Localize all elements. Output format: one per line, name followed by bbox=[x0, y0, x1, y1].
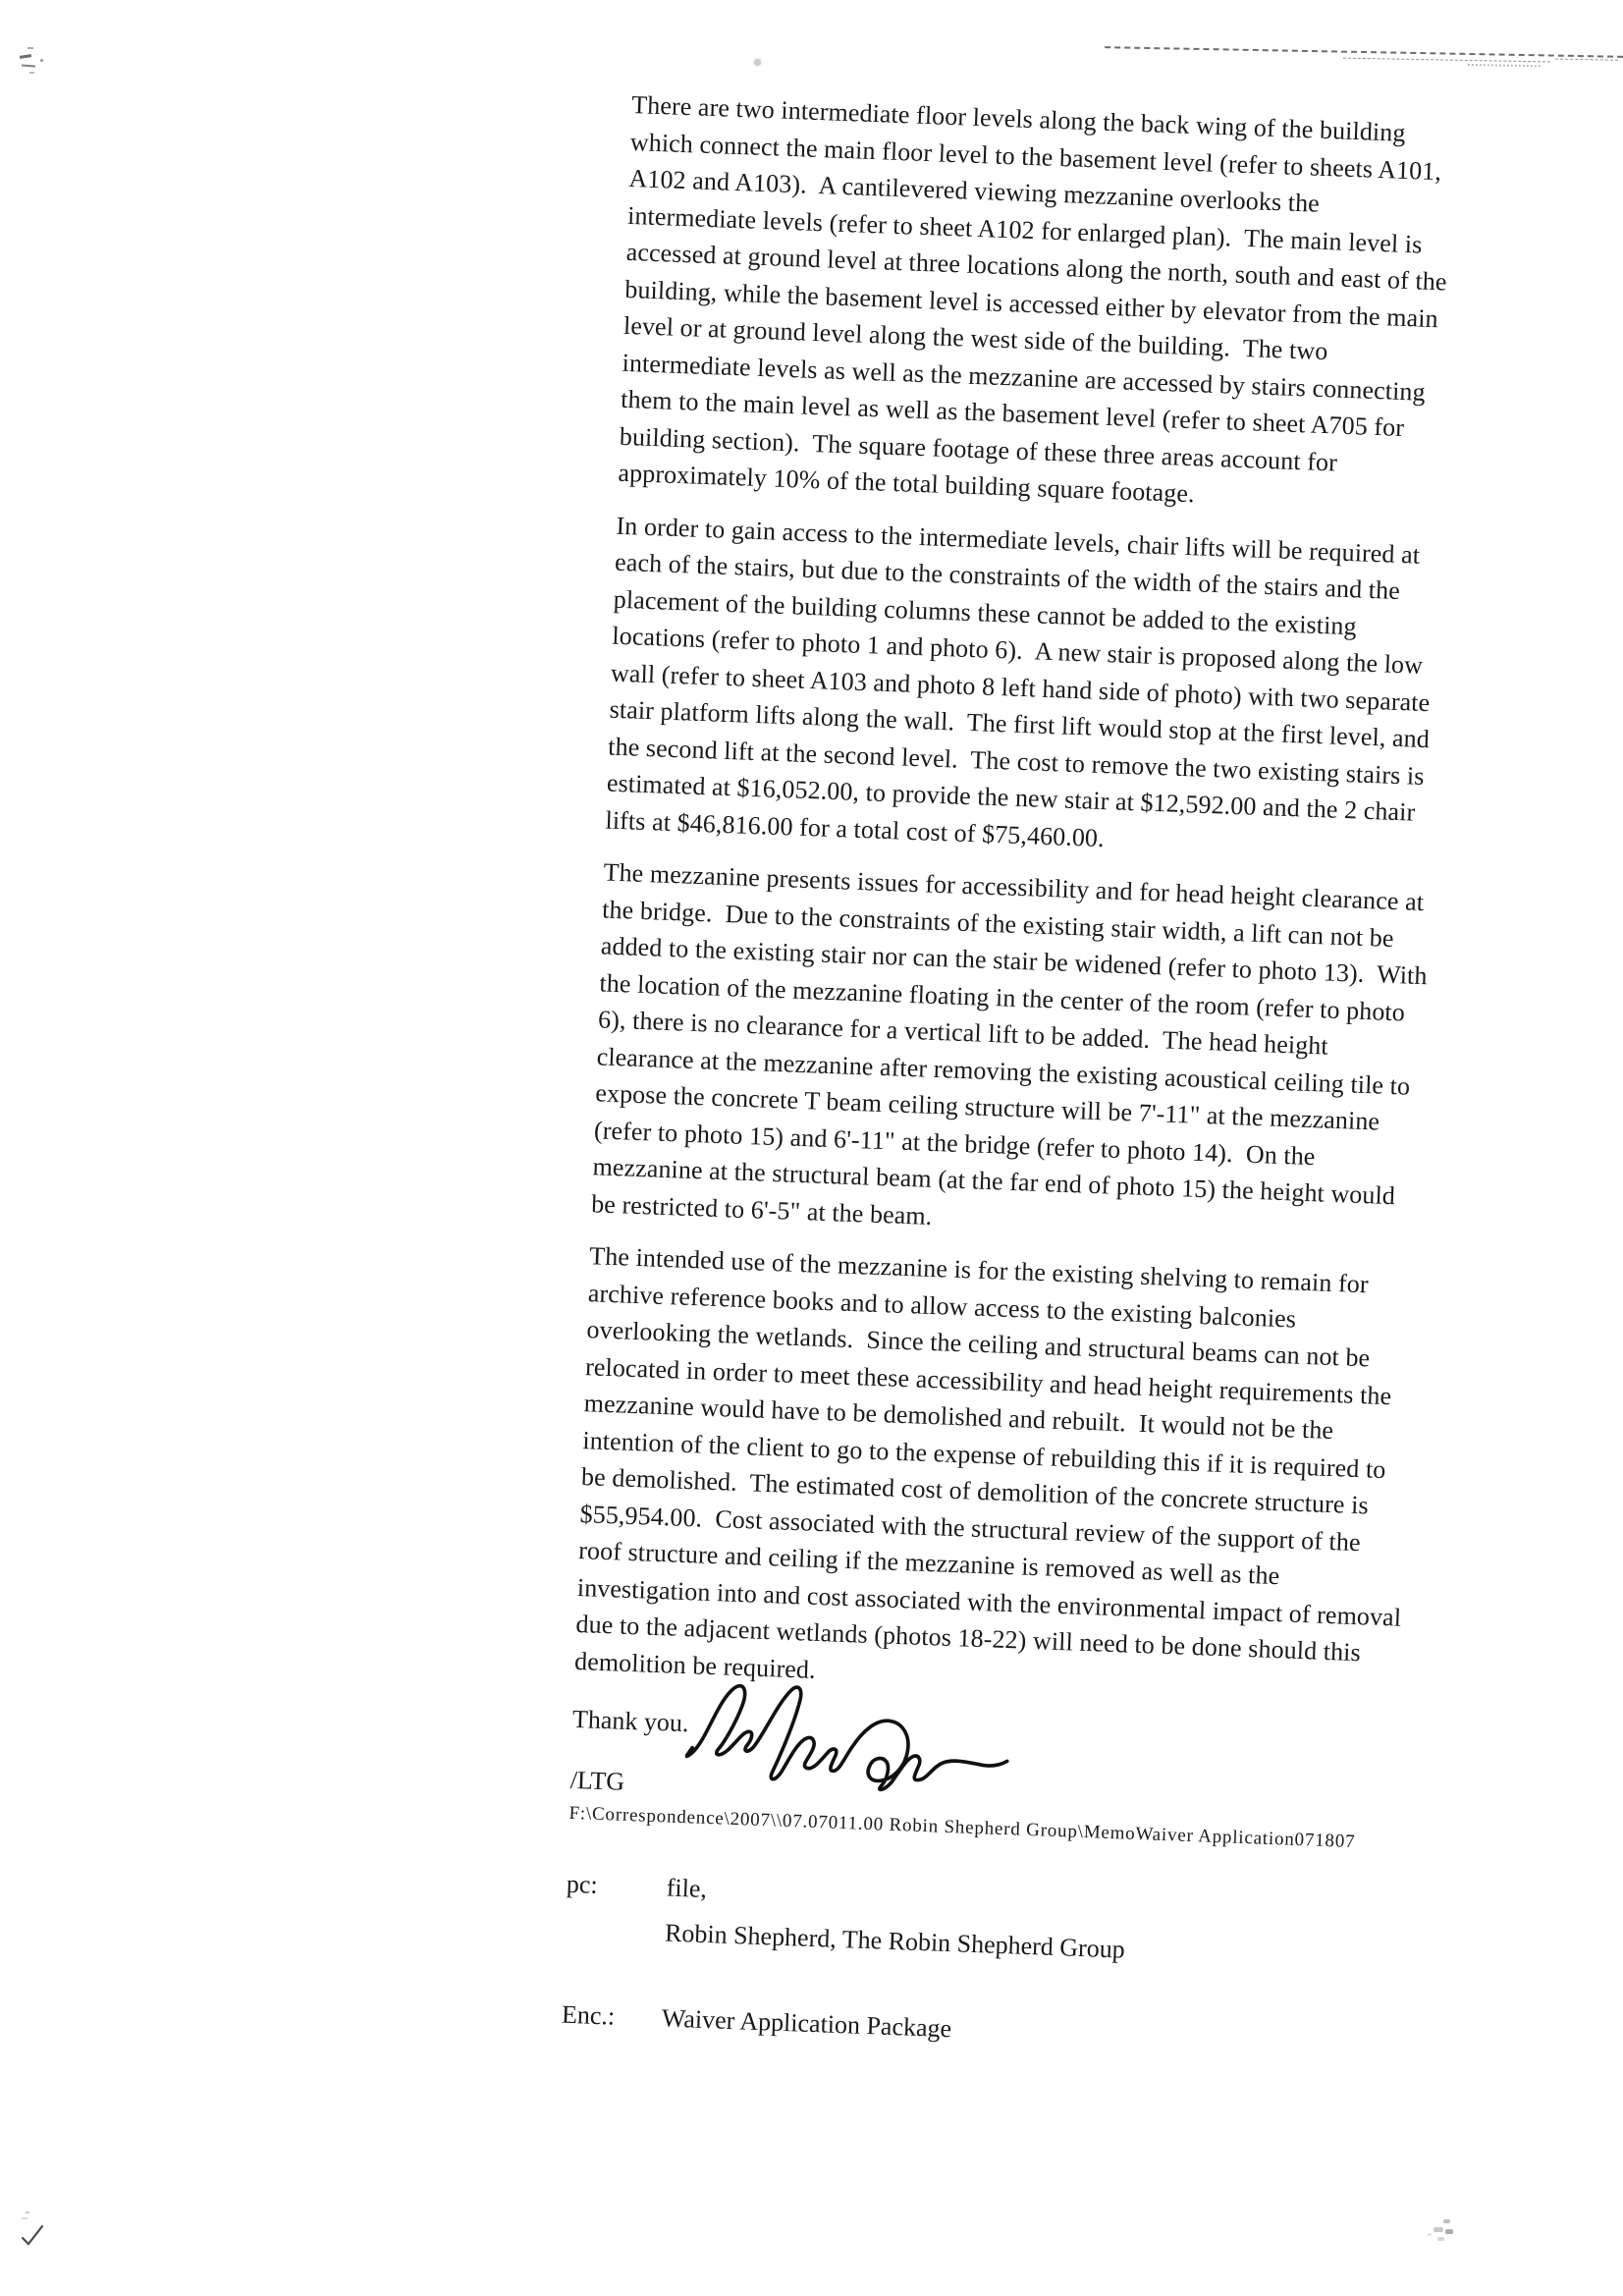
paragraph-demolition: The intended use of the mezzanine is for the existing shelving to remain for archive reference books and to allow access to the existing balconies overlooking the wetlands. Since the ceiling and structural beams can not be relocated in order to meet these accessibility and head height requirements the mezzanine would have to be demolished and rebuilt. It would not be the intention of the client to go to the expense of rebuilding this if it is required to be demolished. The estimated cost of demolition of the concrete structure is $55,954.00. Cost associated with the structural review of the support of the roof structure and ceiling if the mezzanine is removed as well as the investigation into and cost associated with the environmental impact of removal due to the adjacent wetlands (photos 18-22) will need to be done should this demolition be required. bbox=[573, 1241, 1402, 1684]
enclosure-block bbox=[561, 1995, 1555, 2070]
letter-body bbox=[561, 86, 1623, 2070]
scan-noise-line bbox=[1105, 40, 1623, 74]
pen-mark-bottom-left bbox=[18, 2212, 47, 2247]
pc-block bbox=[564, 1861, 1560, 1988]
pc-recipients: file, Robin Shepherd, The Robin Shepherd Group bbox=[664, 1873, 1126, 1964]
paragraph-mezzanine-clearance: The mezzanine presents issues for accessibility and for head height clearance at the bridge. Due to the constraints of the existing stair width, a lift can not be added to the existing stair nor can the stair be widened (refer to photo 13). With the location of the mezzanine floating in the center of the room (refer to photo 6), there is no clearance for a vertical lift to be added. The head height clearance at the mezzanine after removing the existing acoustical ceiling tile to expose the concrete T beam ceiling structure will be 7'-11" at the mezzanine (refer to photo 15) and 6'-11" at the bridge (refer to photo 14). On the mezzanine at the structural beam (at the far end of photo 15) the height would be restricted to 6'-5" at the beam. bbox=[590, 857, 1429, 1230]
paragraph-floor-levels: There are two intermediate floor levels along the back wing of the building which connect the main floor level to the basement level (refer to sheets A101, A102 and A103). A cantilevered viewing mezzanine overlooks the intermediate levels (refer to sheet A102 for enlarged plan). The main level is accessed at ground level at three locations along the north, south and east of the building, while the basement level is accessed either by elevator from the main level or at ground level along the west side of the building. The two intermediate levels as well as the mezzanine are accessed by stairs connecting them to the main level as well as the basement level (refer to sheet A705 for building section). The square footage of these three areas account for approximately 10% of the total building square footage. bbox=[618, 89, 1448, 509]
closing-row bbox=[571, 1701, 1566, 1775]
speck-top-center bbox=[754, 59, 761, 66]
closing-text: Thank you. bbox=[571, 1704, 689, 1738]
paragraph-chair-lifts: In order to gain access to the intermediate levels, chair lifts will be required at each of the stairs, but due to the constraints of the width of the stairs and the placement of the building columns these cannot be added to the existing locations (refer to photo 1 and photo 6). A new stair is proposed along the low wall (refer to sheet A103 and photo 8 left hand side of photo) with two separate stair platform lifts along the wall. The first lift would stop at the first level, and the second lift at the second level. The cost to remove the two existing stairs is estimated at $16,052.00, to provide the new stair at $12,592.00 and the 2 chair lifts at $46,816.00 for a total cost of $75,460.00. bbox=[605, 511, 1431, 852]
corner-speckles-top-left bbox=[20, 47, 53, 79]
pc-label: pc: bbox=[566, 1869, 599, 1899]
smudge-bottom-right bbox=[1426, 2215, 1463, 2251]
file-reference: F:\Correspondence\2007\\07.07011.00 Robin Shepherd Group\MemoWaiver Application071807 bbox=[568, 1802, 1356, 1852]
enclosure-label: Enc.: bbox=[561, 1999, 616, 2031]
enclosure-value: Waiver Application Package bbox=[661, 2002, 952, 2043]
typist-initials: /LTG bbox=[569, 1765, 625, 1796]
